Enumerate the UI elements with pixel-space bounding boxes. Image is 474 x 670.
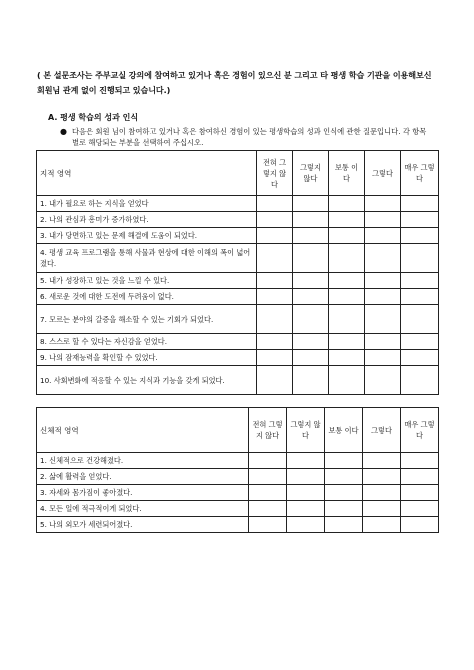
answer-cell[interactable] [293,366,329,395]
area-header: 지적 영역 [37,151,257,196]
answer-cell[interactable] [401,485,439,501]
answer-cell[interactable] [249,517,287,533]
answer-cell[interactable] [365,273,401,289]
answer-cell[interactable] [401,289,439,305]
answer-cell[interactable] [325,501,363,517]
answer-cell[interactable] [329,366,365,395]
answer-cell[interactable] [325,453,363,469]
option-header: 그렇다 [365,151,401,196]
table-row [37,485,439,501]
table-row [37,289,439,305]
answer-cell[interactable] [365,305,401,334]
answer-cell[interactable] [325,517,363,533]
question-text: 2. 삶에 활력을 얻었다. [37,469,249,485]
answer-cell[interactable] [363,485,401,501]
table-row [37,469,439,485]
answer-cell[interactable] [329,305,365,334]
answer-cell[interactable] [293,273,329,289]
table-row [37,366,439,395]
answer-cell[interactable] [257,350,293,366]
answer-cell[interactable] [287,453,325,469]
answer-cell[interactable] [365,350,401,366]
answer-cell[interactable] [365,212,401,228]
answer-cell[interactable] [401,501,439,517]
answer-cell[interactable] [365,196,401,212]
answer-cell[interactable] [257,334,293,350]
answer-cell[interactable] [363,517,401,533]
answer-cell[interactable] [257,305,293,334]
question-text: 9. 나의 잠재능력을 확인할 수 있었다. [37,350,257,366]
answer-cell[interactable] [401,334,439,350]
answer-cell[interactable] [401,273,439,289]
question-text: 4. 모든 일에 적극적이게 되었다. [37,501,249,517]
answer-cell[interactable] [293,350,329,366]
question-text: 1. 신체적으로 건강해졌다. [37,453,249,469]
question-text: 2. 나의 관심과 흥미가 증가하였다. [37,212,257,228]
answer-cell[interactable] [287,485,325,501]
answer-cell[interactable] [257,273,293,289]
answer-cell[interactable] [293,196,329,212]
survey-intro: ( 본 설문조사는 주부교실 강의에 참여하고 있거나 혹은 경험이 있으신 분 그리고 타 평생 학습 기관을 이용해보신 회원님 관계 없이 진행되고 있습니다.) [37,70,432,95]
answer-cell[interactable] [257,244,293,273]
answer-cell[interactable] [329,244,365,273]
table-header-row [37,408,439,453]
answer-cell[interactable] [401,244,439,273]
answer-cell[interactable] [293,244,329,273]
answer-cell[interactable] [363,469,401,485]
answer-cell[interactable] [287,517,325,533]
table-row [37,305,439,334]
answer-cell[interactable] [249,485,287,501]
question-text: 6. 새로운 것에 대한 도전에 두려움이 없다. [37,289,257,305]
instruction-bullet [60,126,432,148]
answer-cell[interactable] [325,469,363,485]
table-row [37,212,439,228]
answer-cell[interactable] [249,469,287,485]
answer-cell[interactable] [365,244,401,273]
answer-cell[interactable] [401,196,439,212]
answer-cell[interactable] [365,228,401,244]
question-text: 3. 자세와 몸가짐이 좋아졌다. [37,485,249,501]
area-header: 신체적 영역 [37,408,249,453]
answer-cell[interactable] [293,289,329,305]
answer-cell[interactable] [401,228,439,244]
section-title: A. 평생 학습의 성과 인식 [48,113,139,122]
answer-cell[interactable] [365,289,401,305]
answer-cell[interactable] [401,366,439,395]
option-header: 전혀 그렇지 않다 [249,408,287,453]
answer-cell[interactable] [293,305,329,334]
option-header: 전혀 그렇지 않다 [257,151,293,196]
answer-cell[interactable] [249,453,287,469]
physical-area-table [36,407,439,533]
option-header: 매우 그렇다 [401,408,439,453]
answer-cell[interactable] [365,334,401,350]
answer-cell[interactable] [293,334,329,350]
answer-cell[interactable] [257,212,293,228]
answer-cell[interactable] [329,273,365,289]
answer-cell[interactable] [401,212,439,228]
question-text: 8. 스스로 할 수 있다는 자신감을 얻었다. [37,334,257,350]
question-text: 5. 나의 외모가 세련되어졌다. [37,517,249,533]
table-row [37,334,439,350]
answer-cell[interactable] [363,453,401,469]
table-row [37,501,439,517]
table-header-row [37,151,439,196]
answer-cell[interactable] [257,196,293,212]
answer-cell[interactable] [401,453,439,469]
answer-cell[interactable] [257,366,293,395]
answer-cell[interactable] [401,517,439,533]
question-text: 1. 내가 필요로 하는 지식을 얻었다 [37,196,257,212]
answer-cell[interactable] [329,228,365,244]
question-text: 5. 내가 성장하고 있는 것을 느낄 수 있다. [37,273,257,289]
answer-cell[interactable] [287,501,325,517]
answer-cell[interactable] [363,501,401,517]
option-header: 보통 이다 [329,151,365,196]
answer-cell[interactable] [257,228,293,244]
answer-cell[interactable] [325,485,363,501]
option-header: 그렇지 않다 [287,408,325,453]
table-row [37,273,439,289]
answer-cell[interactable] [365,366,401,395]
option-header: 그렇지 않다 [293,151,329,196]
table-row [37,196,439,212]
answer-cell[interactable] [249,501,287,517]
answer-cell[interactable] [257,289,293,305]
table-row [37,244,439,273]
answer-cell[interactable] [329,196,365,212]
answer-cell[interactable] [293,212,329,228]
option-header: 보통 이다 [325,408,363,453]
question-text: 7. 모르는 분야의 갈증을 해소할 수 있는 기회가 되었다. [37,305,257,334]
option-header: 매우 그렇다 [401,151,439,196]
answer-cell[interactable] [401,350,439,366]
answer-cell[interactable] [329,334,365,350]
bullet-icon: ● [60,127,67,136]
answer-cell[interactable] [329,289,365,305]
question-text: 3. 내가 당면하고 있는 문제 해결에 도움이 되었다. [37,228,257,244]
intellectual-area-table [36,150,439,395]
table-row [37,517,439,533]
question-text: 4. 평생 교육 프로그램을 통해 사물과 현상에 대한 이해의 폭이 넓어졌다. [37,244,257,273]
option-header: 그렇다 [363,408,401,453]
table-row [37,228,439,244]
answer-cell[interactable] [293,228,329,244]
answer-cell[interactable] [401,469,439,485]
answer-cell[interactable] [287,469,325,485]
answer-cell[interactable] [329,350,365,366]
question-text: 10. 사회변화에 적응할 수 있는 지식과 기능을 갖게 되었다. [37,366,257,395]
answer-cell[interactable] [401,305,439,334]
answer-cell[interactable] [329,212,365,228]
table-row [37,350,439,366]
table-row [37,453,439,469]
instruction-text: 다음은 회원 님이 참여하고 있거나 혹은 참여하신 경험이 있는 평생학습의 성과 인식에 관한 질문입니다. 각 항목별로 해당되는 부분을 선택하여 주십시오. [72,127,427,147]
